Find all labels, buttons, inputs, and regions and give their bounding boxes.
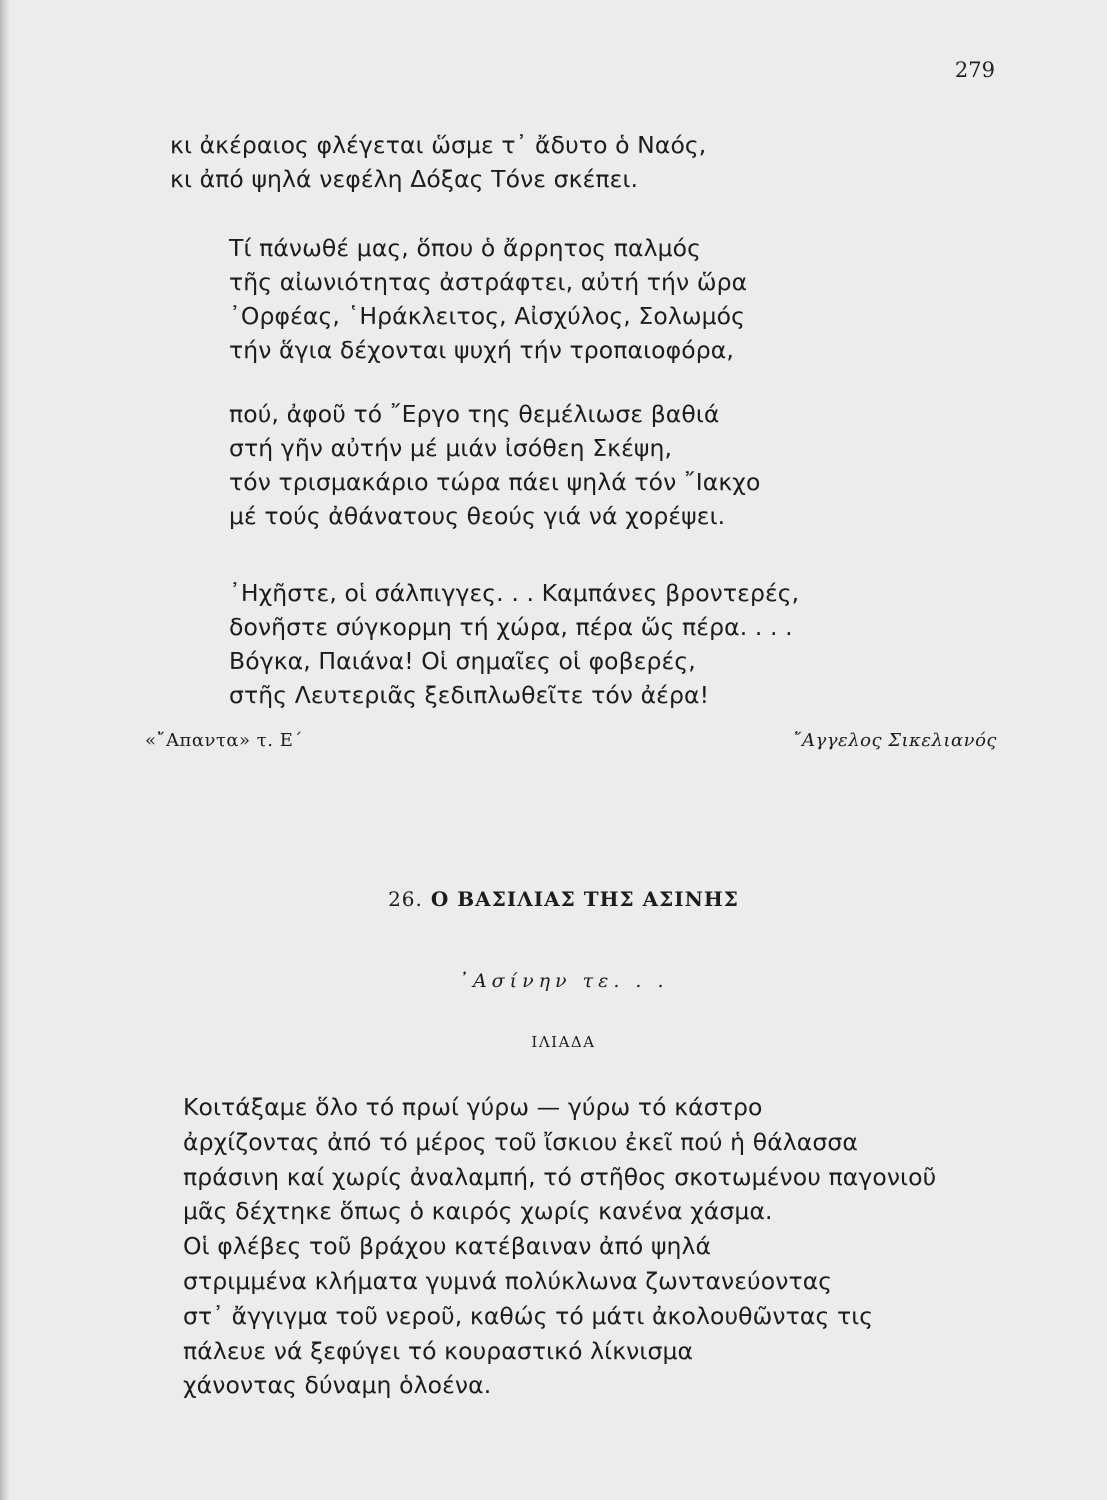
- source-attribution: [145, 730, 997, 760]
- page-gutter-shadow: [0, 0, 9, 1500]
- poem-number: 26.: [388, 887, 423, 911]
- poem-title: [0, 887, 1107, 911]
- verse-line: τῆς αἰωνιότητας ἀστράφτει, αὐτή τήν ὥρα: [229, 268, 748, 296]
- stanza-4: [229, 576, 799, 712]
- stanza-1: [170, 128, 706, 196]
- epigraph-source: ΙΛΙΑΔΑ: [531, 1033, 596, 1051]
- verse-line: τήν ἅγια δέχονται ψυχή τήν τροπαιοφόρα,: [229, 336, 734, 364]
- verse-line: στή γῆν αὐτήν μέ μιάν ἰσόθεη Σκέψη,: [229, 434, 673, 462]
- verse-line: κι ἀκέραιος φλέγεται ὥσμε τ᾽ ἄδυτο ὁ Ναός,: [170, 131, 707, 159]
- verse-line: Οἱ φλέβες τοῦ βράχου κατέβαιναν ἀπό ψηλά: [183, 1232, 712, 1261]
- verse-line: πού, ἀφοῦ τό ῎Εργο της θεμέλιωσε βαθιά: [229, 400, 720, 428]
- stanza-2: [229, 231, 747, 367]
- verse-line: δονῆστε σύγκορμη τή χώρα, πέρα ὥς πέρα. . . .: [229, 613, 793, 641]
- verse-line: Κοιτάξαμε ὅλο τό πρωί γύρω — γύρω τό κάστρο: [183, 1093, 763, 1121]
- verse-line: ᾽Ορφέας, ῾Ηράκλειτος, Αἰσχύλος, Σολωμός: [229, 302, 746, 330]
- verse-line: μᾶς δέχτηκε ὅπως ὁ καιρός χωρίς κανένα χάσμα.: [183, 1197, 773, 1226]
- verse-line: στ᾽ ἄγγιγμα τοῦ νεροῦ, καθώς τό μάτι ἀκολουθῶντας τις: [183, 1301, 874, 1330]
- verse-line: ἀρχίζοντας ἀπό τό μέρος τοῦ ἴσκιου ἐκεῖ πού ἡ θάλασσα: [183, 1127, 858, 1156]
- verse-line: Βόγκα, Παιάνα! Οἱ σημαῖες οἱ φοβερές,: [229, 647, 696, 675]
- verse-line: τόν τρισμακάριο τώρα πάει ψηλά τόν ῎Ιακχο: [229, 468, 761, 496]
- verse-line: Τί πάνωθέ μας, ὅπου ὁ ἄρρητος παλμός: [229, 234, 702, 262]
- source-author: ῎Αγγελος Σικελιανός: [792, 730, 997, 751]
- verse-line: στῆς Λευτεριᾶς ξεδιπλωθεῖτε τόν ἀέρα!: [229, 681, 710, 709]
- verse-line: χάνοντας δύναμη ὁλοένα.: [183, 1371, 492, 1400]
- verse-line: κι ἀπό ψηλά νεφέλη Δόξας Τόνε σκέπει.: [170, 165, 639, 193]
- stanza-3: [229, 397, 760, 533]
- poem-title-text: Ο ΒΑΣΙΛΙΑΣ ΤΗΣ ΑΣΙΝΗΣ: [430, 887, 739, 911]
- verse-line: μέ τούς ἀθάνατους θεούς γιά νά χορέψει.: [229, 502, 726, 530]
- poem-2-body: [183, 1090, 936, 1403]
- epigraph: ᾽Ασίνην τε. . .: [458, 970, 669, 992]
- source-collection: «῎Απαντα» τ. Ε΄: [145, 730, 303, 751]
- verse-line: στριμμένα κλήματα γυμνά πολύκλωνα ζωντανεύοντας: [183, 1266, 833, 1295]
- page-number: 279: [954, 58, 995, 82]
- verse-line: ᾽Ηχῆστε, οἱ σάλπιγγες. . . Καμπάνες βροντερές,: [229, 579, 800, 607]
- verse-line: πράσινη καί χωρίς ἀναλαμπή, τό στῆθος σκοτωμένου παγονιοῦ: [183, 1162, 937, 1191]
- verse-line: πάλευε νά ξεφύγει τό κουραστικό λίκνισμα: [183, 1336, 694, 1365]
